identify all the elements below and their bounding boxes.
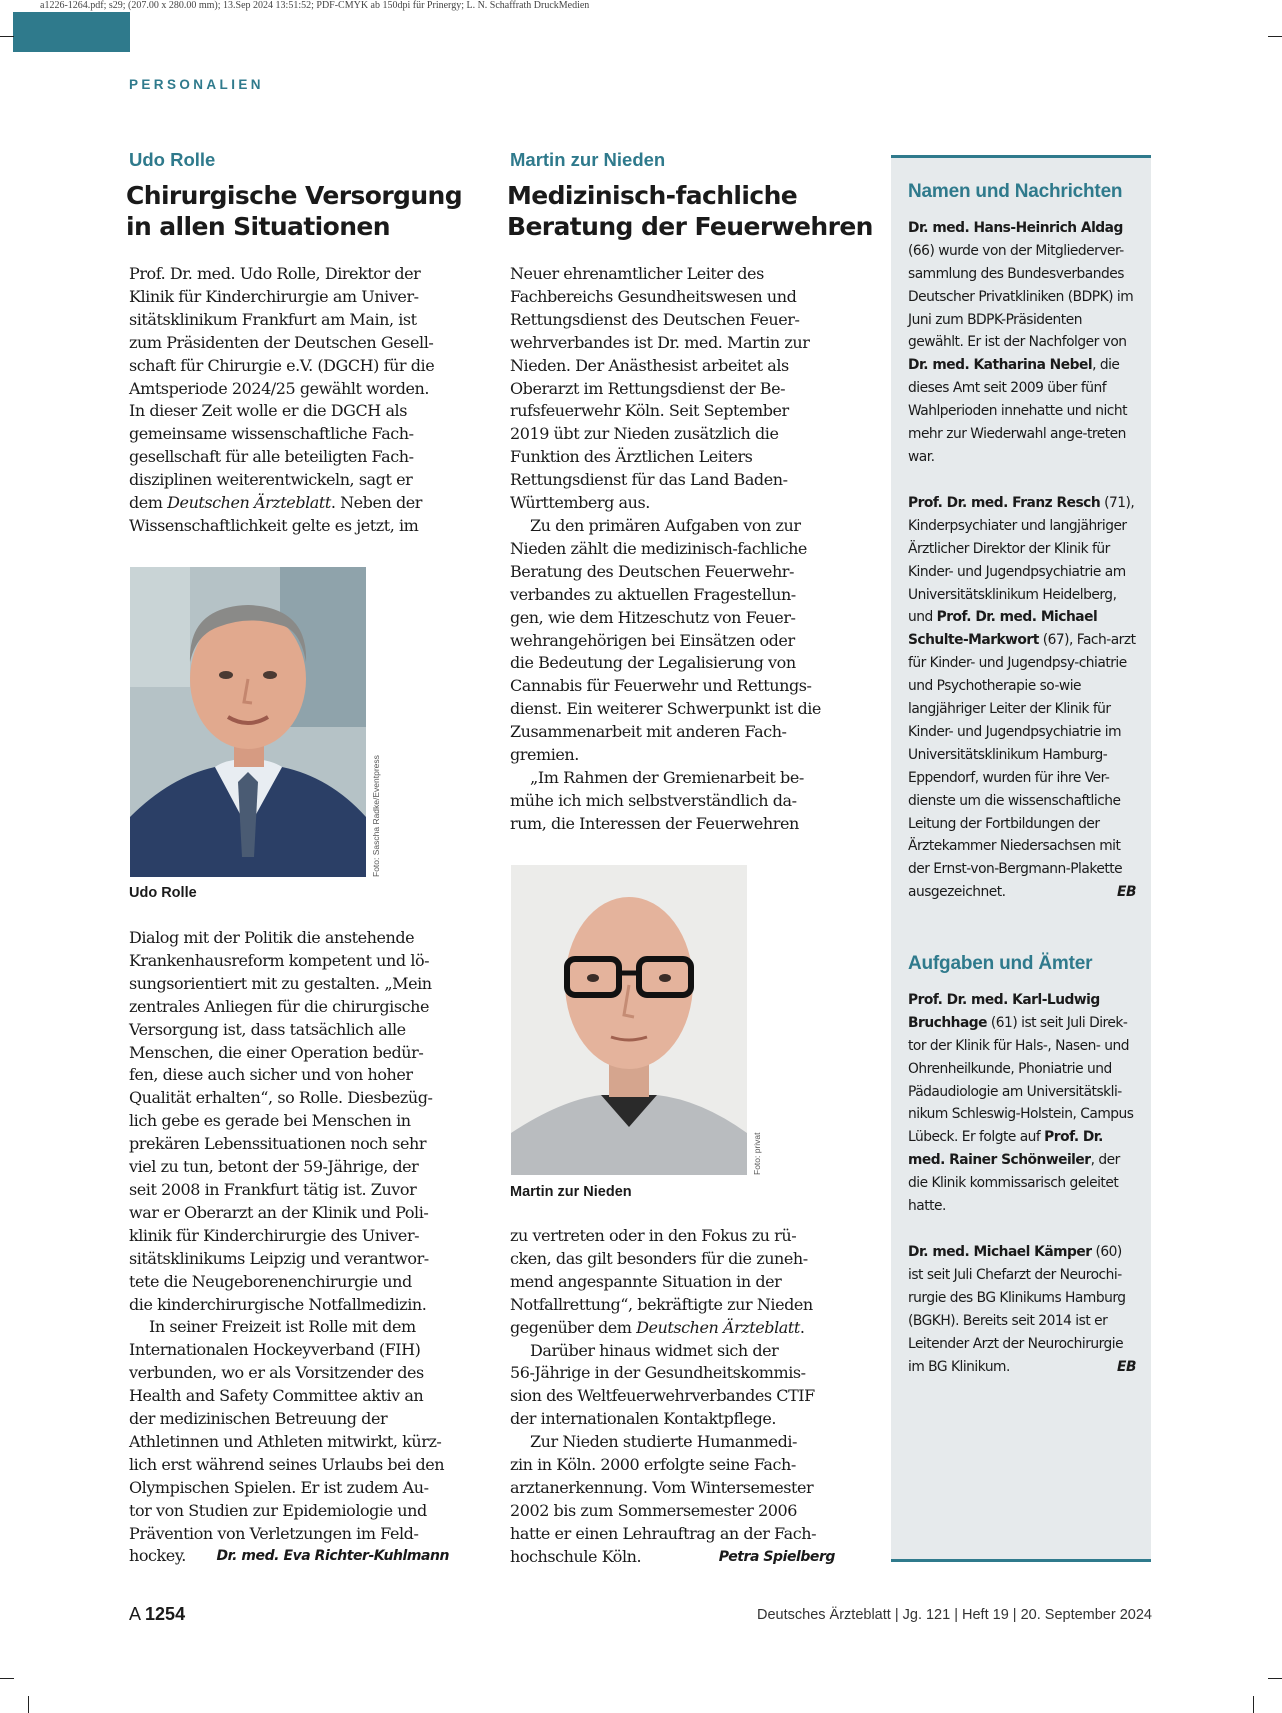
crop-mark <box>0 1678 14 1679</box>
body-line: In dieser Zeit wolle er die DGCH als <box>129 401 407 421</box>
body-line: gremien. <box>510 745 579 765</box>
body-line: Internationalen Hockeyverband (FIH) <box>129 1340 421 1360</box>
journal-name: Deutschen Ärzteblatt <box>636 1317 800 1337</box>
news-text: (71), Kinderpsychiater und langjähriger Ärztlicher Direktor der Klinik für Kinder- und Jugendpsychiatrie am Universitätsklinikum Heidelberg, und <box>908 494 1135 626</box>
body-line: hochschule Köln. <box>510 1546 642 1566</box>
print-info-line: a1226-1264.pdf; s29; (207.00 x 280.00 mm); 13.Sep 2024 13:51:52; PDF-CMYK ab 150dpi für Prinergy; L. N. Schaffrath DruckMedien <box>40 0 590 11</box>
body-line: In seiner Freizeit ist Rolle mit dem <box>149 1317 416 1337</box>
crop-mark <box>1268 1678 1282 1679</box>
body-line: verbandes zu aktuellen Fragestellun- <box>510 584 796 604</box>
article2-kicker: Martin zur Nieden <box>510 149 666 170</box>
body-text: . <box>799 1317 805 1337</box>
news-sidebar <box>891 155 1151 1562</box>
body-line: seit 2008 in Frankfurt tätig ist. Zuvor <box>129 1179 417 1199</box>
body-line: Nieden. Der Anästhesist arbeitet als <box>510 355 789 375</box>
body-line: die kinderchirurgische Notfallmedizin. <box>129 1294 427 1314</box>
sidebar-title: Aufgaben und Ämter <box>908 953 1093 974</box>
page-number-value: 1254 <box>145 1604 186 1624</box>
body-line: rum, die Interessen der Feuerwehren <box>510 813 799 833</box>
paragraph <box>510 1362 835 1431</box>
body-line: Olympischen Spielen. Er ist zudem Au- <box>129 1477 429 1497</box>
crop-mark <box>28 1696 29 1713</box>
news-text: (66) wurde von der Mitgliederver-sammlung des Bundesverbandes Deutscher Privatkliniken (BDPK) im Juni zum BDPK-Präsidenten gewählt. Er ist der Nachfolger von <box>908 242 1134 351</box>
body-line: der medizinischen Betreuung der <box>129 1409 388 1429</box>
paragraph <box>510 515 835 538</box>
page-prefix: A <box>129 1604 141 1624</box>
paragraph <box>129 263 449 538</box>
person-name: Prof. Dr. med. Franz Resch <box>908 494 1101 511</box>
portrait-illustration <box>130 567 366 877</box>
body-line: cken, das gilt besonders für die zuneh- <box>510 1248 808 1268</box>
body-line: Health and Safety Committee aktiv an <box>129 1386 424 1406</box>
body-line: Darüber hinaus widmet sich der <box>530 1340 779 1360</box>
portrait-illustration <box>511 865 747 1175</box>
body-line: sungsorientiert mit zu gestalten. „Mein <box>129 973 432 993</box>
paragraph <box>510 790 835 836</box>
news-item <box>908 1241 1136 1378</box>
body-line: Wissenschaftlichkeit gelte es jetzt, im <box>129 515 419 535</box>
crop-mark <box>0 36 14 37</box>
paragraph <box>129 927 449 1316</box>
body-line: 2002 bis zum Sommersemester 2006 <box>510 1500 797 1520</box>
body-line: lich gebe es gerade bei Menschen in <box>129 1111 411 1131</box>
photo-udo-rolle <box>130 567 366 877</box>
person-name: Prof. Dr. med. Michael Schulte-Markwort <box>908 609 1098 649</box>
body-line: Klinik für Kinderchirurgie am Univer- <box>129 286 419 306</box>
body-line: gen, wie dem Hitzeschutz von Feuer- <box>510 607 796 627</box>
page-number <box>129 1604 185 1625</box>
news-text: (61) ist seit Juli Direk-tor der Klinik für Hals-, Nasen- und Ohrenheilkunde, Phoniatrie und Pädaudiologie am Universitätskli-nikum Schleswig-Holstein, Campus Lübeck. Er folgte auf <box>908 1014 1134 1146</box>
article1-kicker: Udo Rolle <box>129 149 216 170</box>
body-line: zum Präsidenten der Deutschen Gesell- <box>129 332 434 352</box>
paragraph <box>510 538 835 767</box>
body-line: arztanerkennung. Vom Wintersemester <box>510 1477 814 1497</box>
photo-caption: Udo Rolle <box>129 885 197 901</box>
body-line: Funktion des Ärztlichen Leiters <box>510 447 753 467</box>
body-line: gesellschaft für alle beteiligten Fach- <box>129 447 414 467</box>
body-line: Zusammenarbeit mit anderen Fach- <box>510 722 787 742</box>
body-line: 2019 übt zur Nieden zusätzlich die <box>510 424 779 444</box>
body-line: lich erst während seines Urlaubs bei den <box>129 1454 445 1474</box>
body-line: hockey. <box>129 1546 186 1566</box>
body-line: Prävention von Verletzungen im Feld- <box>129 1523 419 1543</box>
news-item <box>908 989 1136 1218</box>
body-line: Rettungsdienst für das Land Baden- <box>510 470 788 490</box>
paragraph <box>510 767 835 790</box>
body-line: disziplinen weiterentwickeln, sagt er <box>129 470 413 490</box>
person-name: Prof. Dr. med. Rainer Schönweiler <box>908 1129 1103 1169</box>
person-name: Prof. Dr. med. Karl-Ludwig Bruchhage <box>908 991 1100 1031</box>
body-line: Rettungsdienst des Deutschen Feuer- <box>510 309 800 329</box>
news-text: (67), Fach-arzt für Kinder- und Jugendpsy-chiatrie und Psychotherapie so-wie langjähriger Leiter der Klinik für Kinder- und Jugendpsychiatrie im Universitätsklinikum Hamburg-Eppendorf, wurden für ihre Ver-dienste um die wissenschaftliche Leitung der Fortbildungen der Ärztekammer Niedersachsen mit der Ernst-von-Bergmann-Plakette ausgezeichnet. <box>908 632 1136 901</box>
body-line: dienst. Ein weiterer Schwerpunkt ist die <box>510 699 821 719</box>
body-line: der internationalen Kontaktpflege. <box>510 1409 777 1429</box>
editor-signature: EB <box>1117 1358 1136 1375</box>
paragraph <box>510 1225 835 1340</box>
article1-body-top <box>129 263 449 538</box>
body-line: die Bedeutung der Legalisierung von <box>510 653 796 673</box>
body-line: Zu den primären Aufgaben von zur <box>530 515 801 535</box>
body-line: zin in Köln. 2000 erfolgte seine Fach- <box>510 1455 796 1475</box>
headline-line: Chirurgische Versorgung <box>126 181 463 210</box>
body-line: Versorgung ist, dass tatsächlich alle <box>129 1019 406 1039</box>
body-line: tor von Studien zur Epidemiologie und <box>129 1500 427 1520</box>
body-line: Oberarzt im Rettungsdienst der Be- <box>510 378 786 398</box>
photo-caption: Martin zur Nieden <box>510 1184 632 1200</box>
body-line: Fachbereichs Gesundheitswesen und <box>510 286 797 306</box>
body-line: Neuer ehrenamtlicher Leiter des <box>510 264 764 283</box>
crop-mark <box>1268 36 1282 37</box>
body-line: klinik für Kinderchirurgie des Univer- <box>129 1225 420 1245</box>
photo-credit: Foto: privat <box>752 1132 762 1175</box>
body-line: sion des Weltfeuerwehrverbandes CTIF <box>510 1386 815 1406</box>
body-line: schaft für Chirurgie e.V. (DGCH) für die <box>129 355 435 375</box>
paragraph <box>510 263 835 515</box>
body-line: mend angespannte Situation in der <box>510 1271 782 1291</box>
section-label: PERSONALIEN <box>129 77 264 92</box>
body-line: Krankenhausreform kompetent und lö- <box>129 950 430 970</box>
body-line: hatte er einen Lehrauftrag an der Fach- <box>510 1523 817 1543</box>
body-line: wehrangehörigen bei Einsätzen oder <box>510 630 795 650</box>
body-line: Amtsperiode 2024/25 gewählt worden. <box>129 378 430 398</box>
body-line: war er Oberarzt an der Klinik und Poli- <box>129 1202 429 1222</box>
headline-line: in allen Situationen <box>126 212 390 241</box>
body-line: zentrales Anliegen für die chirurgische <box>129 996 429 1016</box>
body-line: Cannabis für Feuerwehr und Rettungs- <box>510 676 812 696</box>
body-line: Beratung des Deutschen Feuerwehr- <box>510 561 794 581</box>
body-line: Prof. Dr. med. Udo Rolle, Direktor der <box>129 264 421 283</box>
paragraph <box>510 1454 835 1569</box>
body-line: sitätsklinikums Leipzig und verantwor- <box>129 1248 429 1268</box>
body-line: sitätsklinikum Frankfurt am Main, ist <box>129 309 417 329</box>
body-line: gemeinsame wissenschaftliche Fach- <box>129 424 414 444</box>
headline-line: Medizinisch-fachliche <box>507 181 798 210</box>
journal-footer: Deutsches Ärzteblatt | Jg. 121 | Heft 19 | 20. September 2024 <box>757 1607 1152 1623</box>
body-line: mühe ich mich selbstverständlich da- <box>510 790 797 810</box>
article1-body-bottom <box>129 927 449 1568</box>
paragraph <box>510 1340 835 1363</box>
article1-headline <box>126 180 462 242</box>
journal-name: Deutschen Ärzteblatt <box>167 493 331 513</box>
body-line: Qualität erhalten“, so Rolle. Diesbezüg- <box>129 1088 433 1108</box>
body-text: . Neben der <box>330 493 422 513</box>
body-line: rufsfeuerwehr Köln. Seit September <box>510 401 789 421</box>
author-signature: Petra Spielberg <box>718 1548 835 1565</box>
paragraph <box>510 1431 835 1454</box>
editor-signature: EB <box>1117 884 1136 901</box>
body-line: Notfallrettung“, bekräftigte zur Nieden <box>510 1294 813 1314</box>
article2-headline <box>507 180 873 242</box>
news-text: , der die Klinik kommissarisch geleitet hatte. <box>908 1152 1120 1215</box>
photo-martin-zur-nieden <box>511 865 747 1175</box>
article2-body-top <box>510 263 835 836</box>
news-item <box>908 492 1136 904</box>
person-name: Dr. med. Michael Kämper <box>908 1243 1092 1260</box>
body-text: dem <box>129 493 168 513</box>
body-line: Dialog mit der Politik die anstehende <box>129 928 415 947</box>
body-line: Menschen, die einer Operation bedür- <box>129 1042 424 1062</box>
body-text: gegenüber dem <box>510 1317 637 1337</box>
body-line: wehrverbandes ist Dr. med. Martin zur <box>510 332 810 352</box>
body-line: Württemberg aus. <box>510 493 650 513</box>
body-line: viel zu tun, betont der 59-Jährige, der <box>129 1157 419 1177</box>
person-name: Dr. med. Hans-Heinrich Aldag <box>908 219 1123 236</box>
body-line: verbunden, wo er als Vorsitzender des <box>129 1363 424 1383</box>
news-item <box>908 217 1136 469</box>
author-signature: Dr. med. Eva Richter-Kuhlmann <box>216 1548 449 1565</box>
paragraph <box>129 1316 449 1339</box>
sidebar-title: Namen und Nachrichten <box>908 181 1123 202</box>
news-text: , die dieses Amt seit 2009 über fünf Wahlperioden innehatte und nicht mehr zur Wiederwahl ange-treten war. <box>908 357 1128 465</box>
body-line: zu vertreten oder in den Fokus zu rü- <box>510 1226 797 1245</box>
body-line: tete die Neugeborenenchirurgie und <box>129 1271 412 1291</box>
article2-body-bottom <box>510 1225 835 1569</box>
sidebar-appointments-block <box>908 953 1136 1378</box>
person-name: Dr. med. Katharina Nebel <box>908 357 1093 374</box>
sidebar-news-block <box>908 181 1136 904</box>
body-line: „Im Rahmen der Gremienarbeit be- <box>530 767 804 787</box>
body-line: prekären Lebenssituationen noch sehr <box>129 1134 427 1154</box>
body-line: Zur Nieden studierte Humanmedi- <box>530 1432 797 1452</box>
crop-mark <box>1253 1696 1254 1713</box>
news-text: (60) ist seit Juli Chefarzt der Neurochi-rurgie des BG Klinikums Hamburg (BGKH). Bereits seit 2014 ist er Leitender Arzt der Neurochirurgie im BG Klinikum. <box>908 1243 1126 1375</box>
body-line: Athletinnen und Athleten mitwirkt, kürz- <box>129 1431 442 1451</box>
body-line: 56-Jährige in der Gesundheitskommis- <box>510 1363 806 1383</box>
body-line: fen, diese auch sicher und von hoher <box>129 1065 413 1085</box>
headline-line: Beratung der Feuerwehren <box>507 212 873 241</box>
paragraph <box>129 1339 449 1568</box>
corner-color-block <box>13 12 130 52</box>
body-line: Nieden zählt die medizinisch-fachliche <box>510 538 807 558</box>
photo-credit: Foto: Sascha Radke/Eventpress <box>371 755 381 877</box>
